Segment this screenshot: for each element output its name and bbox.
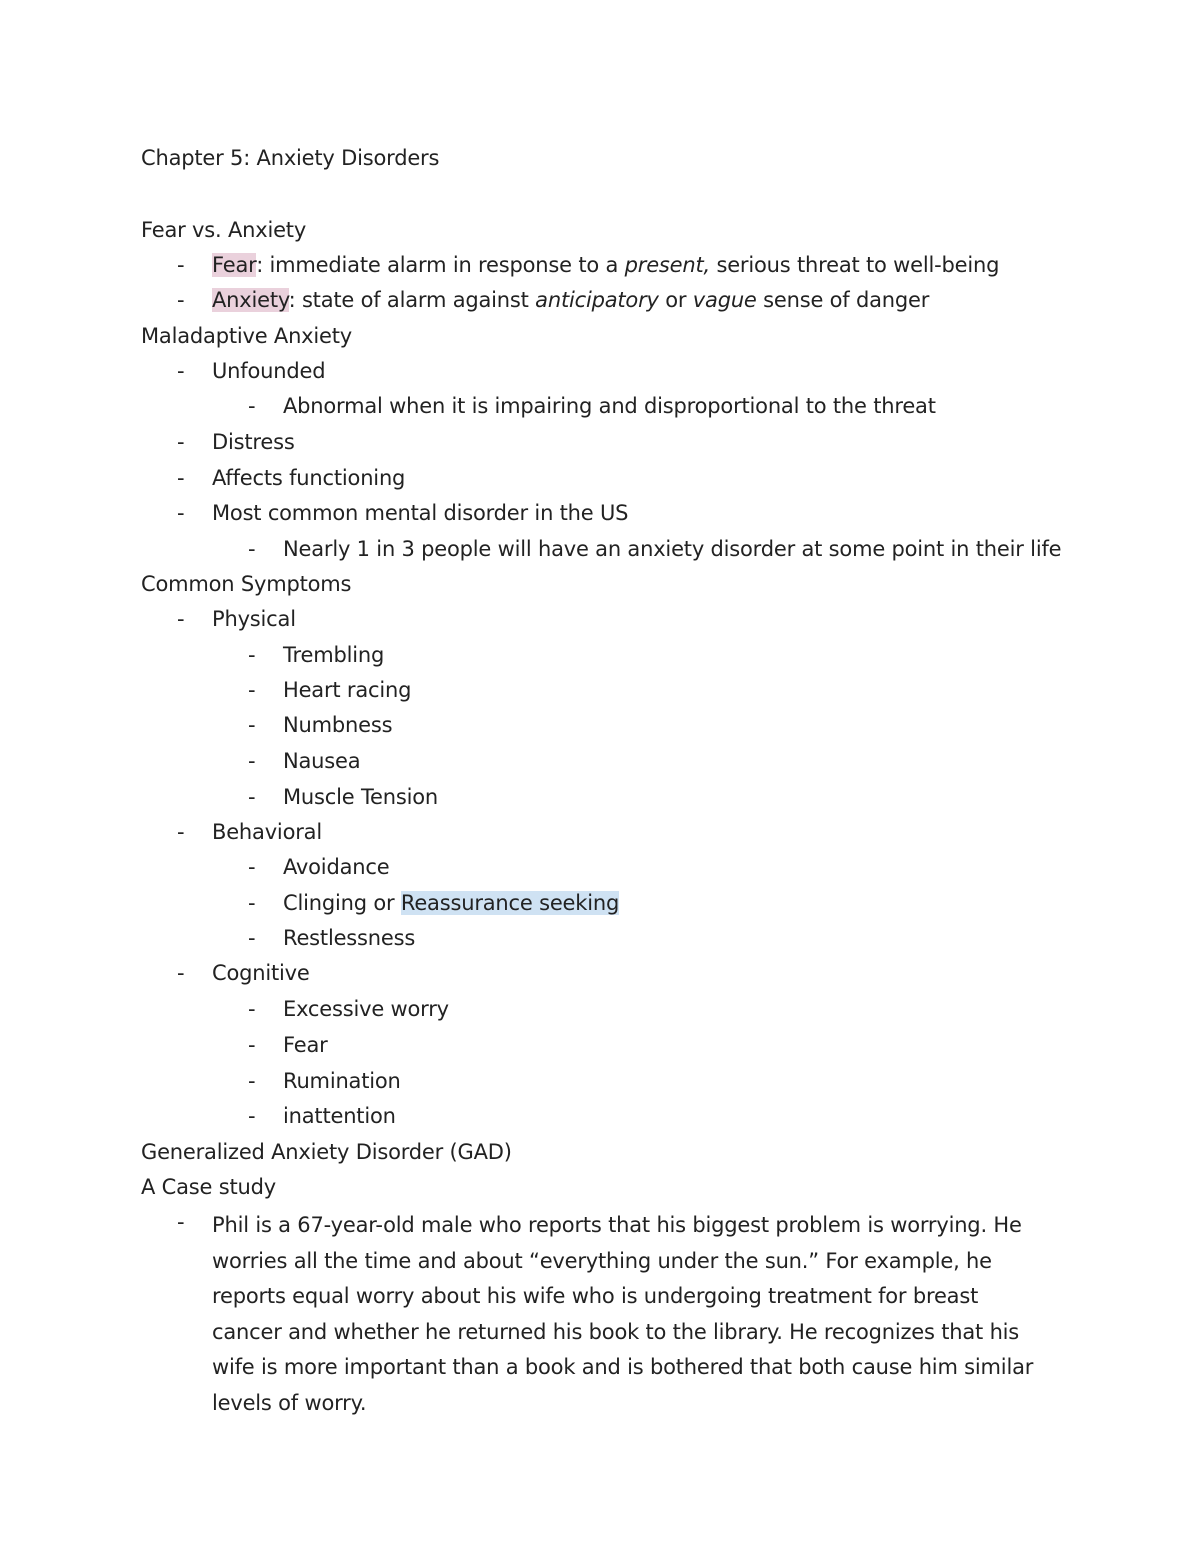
bullet-dash: -: [248, 926, 256, 950]
bullet-dash: -: [248, 1033, 256, 1057]
bullet-dash: -: [248, 891, 256, 915]
anxiety-def-text-end: sense of danger: [756, 288, 930, 312]
fear-term-highlight: Fear: [212, 253, 257, 277]
bullet-dash: -: [248, 1104, 256, 1128]
bullet-dash: -: [177, 288, 185, 312]
bullet-dash: -: [248, 749, 256, 773]
bullet-dash: -: [248, 1069, 256, 1093]
list-item-cognitive: Cognitive: [212, 961, 310, 985]
bullet-dash: -: [248, 713, 256, 737]
anxiety-term-highlight: Anxiety: [212, 288, 289, 312]
bullet-dash: -: [177, 253, 185, 277]
fear-def-text-end: serious threat to well-being: [710, 253, 1000, 277]
list-subitem-inattention: inattention: [283, 1104, 396, 1128]
fear-definition-item: [212, 251, 999, 279]
section-heading-symptoms: Common Symptoms: [141, 572, 352, 596]
bullet-dash: -: [177, 820, 185, 844]
section-heading-fear-vs-anxiety: Fear vs. Anxiety: [141, 218, 307, 242]
list-item-physical: Physical: [212, 607, 296, 631]
anxiety-def-emphasis-vague: vague: [692, 288, 757, 312]
anxiety-def-text: : state of alarm against: [288, 288, 536, 312]
anxiety-def-or: or: [658, 288, 693, 312]
list-item-behavioral: Behavioral: [212, 820, 322, 844]
bullet-dash: -: [248, 678, 256, 702]
list-subitem-excessive-worry: Excessive worry: [283, 997, 449, 1021]
list-subitem-avoidance: Avoidance: [283, 855, 390, 879]
list-subitem-rumination: Rumination: [283, 1069, 401, 1093]
list-item-most-common: Most common mental disorder in the US: [212, 501, 629, 525]
list-item-distress: Distress: [212, 430, 295, 454]
clinging-text: Clinging or: [283, 891, 401, 915]
document-title: Chapter 5: Anxiety Disorders: [141, 146, 440, 170]
list-subitem-heart-racing: Heart racing: [283, 678, 412, 702]
bullet-dash: -: [248, 394, 256, 418]
reassurance-seeking-highlight: Reassurance seeking: [400, 891, 620, 915]
bullet-dash: -: [177, 501, 185, 525]
bullet-dash: -: [248, 785, 256, 809]
fear-def-emphasis: present,: [624, 253, 710, 277]
bullet-dash: -: [177, 607, 185, 631]
bullet-dash: -: [177, 359, 185, 383]
anxiety-def-emphasis-anticipatory: anticipatory: [535, 288, 659, 312]
list-subitem-clinging: [283, 889, 619, 917]
list-item-unfounded: Unfounded: [212, 359, 326, 383]
bullet-dash: -: [248, 997, 256, 1021]
bullet-dash: -: [177, 466, 185, 490]
fear-def-text: : immediate alarm in response to a: [256, 253, 625, 277]
section-heading-maladaptive: Maladaptive Anxiety: [141, 324, 353, 348]
section-heading-case-study: A Case study: [141, 1175, 276, 1199]
list-subitem-trembling: Trembling: [283, 643, 385, 667]
bullet-dash: -: [177, 1210, 185, 1234]
bullet-dash: -: [177, 430, 185, 454]
list-subitem-nausea: Nausea: [283, 749, 361, 773]
bullet-dash: -: [248, 643, 256, 667]
list-subitem-abnormal: Abnormal when it is impairing and disproportional to the threat: [283, 394, 936, 418]
section-heading-gad: Generalized Anxiety Disorder (GAD): [141, 1140, 512, 1164]
list-subitem-nearly-1-in-3: Nearly 1 in 3 people will have an anxiety disorder at some point in their life: [283, 537, 1062, 561]
case-study-paragraph: Phil is a 67-year-old male who reports that his biggest problem is worrying. He worries all the time and about “everything under the sun.” For example, he reports equal worry about his wife who is undergoing treatment for breast cancer and whether he returned his book to the library. He recognizes that his wife is more important than a book and is bothered that both cause him similar levels of worry.: [212, 1213, 1034, 1415]
anxiety-definition-item: [212, 286, 929, 314]
bullet-dash: -: [177, 961, 185, 985]
list-subitem-fear: Fear: [283, 1033, 328, 1057]
list-subitem-restlessness: Restlessness: [283, 926, 416, 950]
list-item-affects-functioning: Affects functioning: [212, 466, 406, 490]
bullet-dash: -: [248, 855, 256, 879]
list-subitem-muscle-tension: Muscle Tension: [283, 785, 438, 809]
list-subitem-numbness: Numbness: [283, 713, 393, 737]
bullet-dash: -: [248, 537, 256, 561]
